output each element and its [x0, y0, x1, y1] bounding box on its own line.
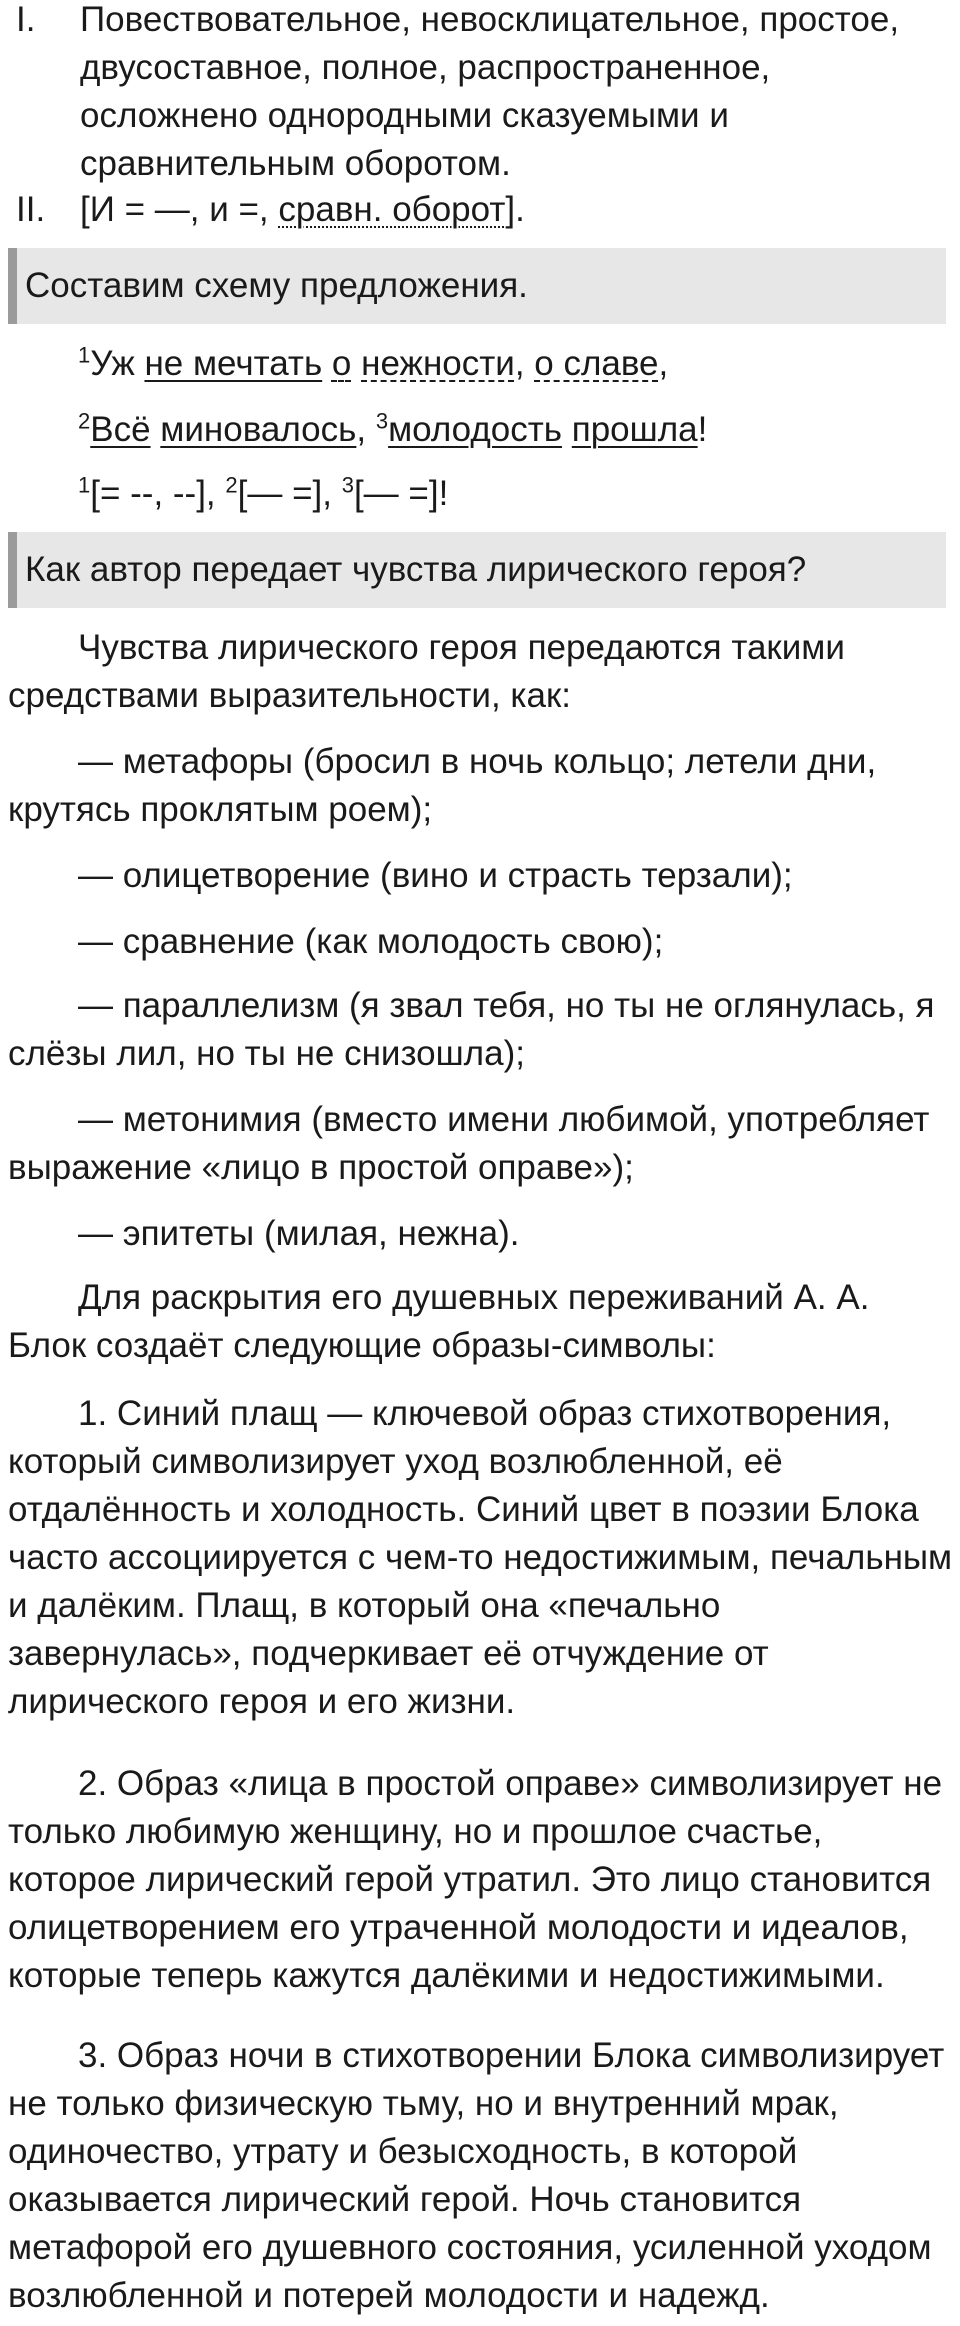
symbol-face-in-frame: 2. Образ «лица в простой оправе» символизирует не только любимую женщину, но и прошлое счастье, которое лирический герой утратил. Это лицо становится олицетворением его утраченной молодости и идеалов, которые теперь кажутся далёкими и недостижимыми. [8, 1764, 943, 1995]
section-heading-scheme: Составим схему предложения. [8, 248, 946, 324]
object-o-slave: о славе [534, 344, 659, 383]
space [151, 410, 161, 449]
comparative-phrase: сравн. оборот [278, 190, 506, 229]
analysis-item-1-text: Повествовательное, невосклицательное, простое, двусоставное, полное, распространенное, осложнено однородными сказуемыми и сравнительным оборотом. [80, 0, 900, 183]
means-personification: — олицетворение (вино и страсть терзали); [78, 856, 793, 895]
scheme-bracket-open: [И = —, и =, [80, 190, 279, 229]
word-uzh: Уж [90, 344, 145, 383]
scheme-part-3: [— =]! [353, 474, 449, 513]
analysis-item-1-number: I. [16, 0, 36, 39]
clause-number-1: 1 [78, 472, 91, 498]
sentence-line-2 [78, 406, 707, 454]
sentence-line-1 [78, 340, 668, 388]
section-heading-feelings: Как автор передает чувства лирического героя? [8, 532, 946, 608]
analysis-item-2 [0, 186, 950, 234]
feelings-intro: Чувства лирического героя передаются такими средствами выразительности, как: [8, 628, 845, 715]
space [351, 344, 361, 383]
scheme-part-2: [— =], [237, 474, 342, 513]
clause-number-1: 1 [78, 342, 91, 368]
predicate-ne-mechtat: не мечтать [144, 344, 323, 383]
means-comparison: — сравнение (как молодость свою); [78, 922, 664, 961]
comma: , [514, 344, 535, 383]
analysis-item-2-text [80, 186, 950, 234]
space [322, 344, 332, 383]
scheme-bracket-close: ]. [505, 190, 525, 229]
clause-number-3: 3 [341, 472, 354, 498]
clause-number-3: 3 [375, 408, 389, 434]
means-metaphors: — метафоры (бросил в ночь кольцо; летели дни, крутясь проклятым роем); [8, 742, 877, 829]
means-parallelism: — параллелизм (я звал тебя, но ты не оглянулась, я слёзы лил, но ты не снизошла); [8, 986, 935, 1073]
means-metonymy: — метонимия (вместо имени любимой, употребляет выражение «лицо в простой оправе»); [8, 1100, 930, 1187]
space [562, 410, 572, 449]
clause-number-2: 2 [78, 408, 91, 434]
predicate-minovalos: миновалось [160, 410, 357, 449]
comma: , [356, 410, 376, 449]
analysis-item-1 [0, 0, 950, 188]
predicate-proshla: прошла [571, 410, 698, 449]
subject-vsyo: Всё [90, 410, 151, 449]
symbols-intro: Для раскрытия его душевных переживаний А. А. Блок создаёт следующие образы-символы: [8, 1278, 870, 1365]
object-nezhnosti: нежности [361, 344, 515, 383]
scheme-part-1: [= --, --], [90, 474, 226, 513]
analysis-item-2-number: II. [16, 190, 46, 229]
exclamation: ! [697, 410, 708, 449]
object-preposition-o: о [331, 344, 352, 383]
sentence-scheme [78, 470, 448, 518]
clause-number-2: 2 [225, 472, 238, 498]
subject-molodost: молодость [388, 410, 563, 449]
comma: , [658, 344, 669, 383]
means-epithets: — эпитеты (милая, нежна). [78, 1214, 520, 1253]
symbol-blue-cloak: 1. Синий плащ — ключевой образ стихотворения, который символизирует уход возлюбленной, её отдалённость и холодность. Синий цвет в поэзии Блока часто ассоциируется с чем-то недостижимым, печальным и далёким. Плащ, в который она «печально завернулась», подчеркивает её отчуждение от лирического героя и его жизни. [8, 1394, 953, 1721]
symbol-night: 3. Образ ночи в стихотворении Блока символизирует не только физическую тьму, но и внутренний мрак, одиночество, утрату и безысходность, в которой оказывается лирический герой. Ночь становится метафорой его душевного состояния, усиленной уходом возлюбленной и потерей молодости и надежд. [8, 2036, 945, 2315]
